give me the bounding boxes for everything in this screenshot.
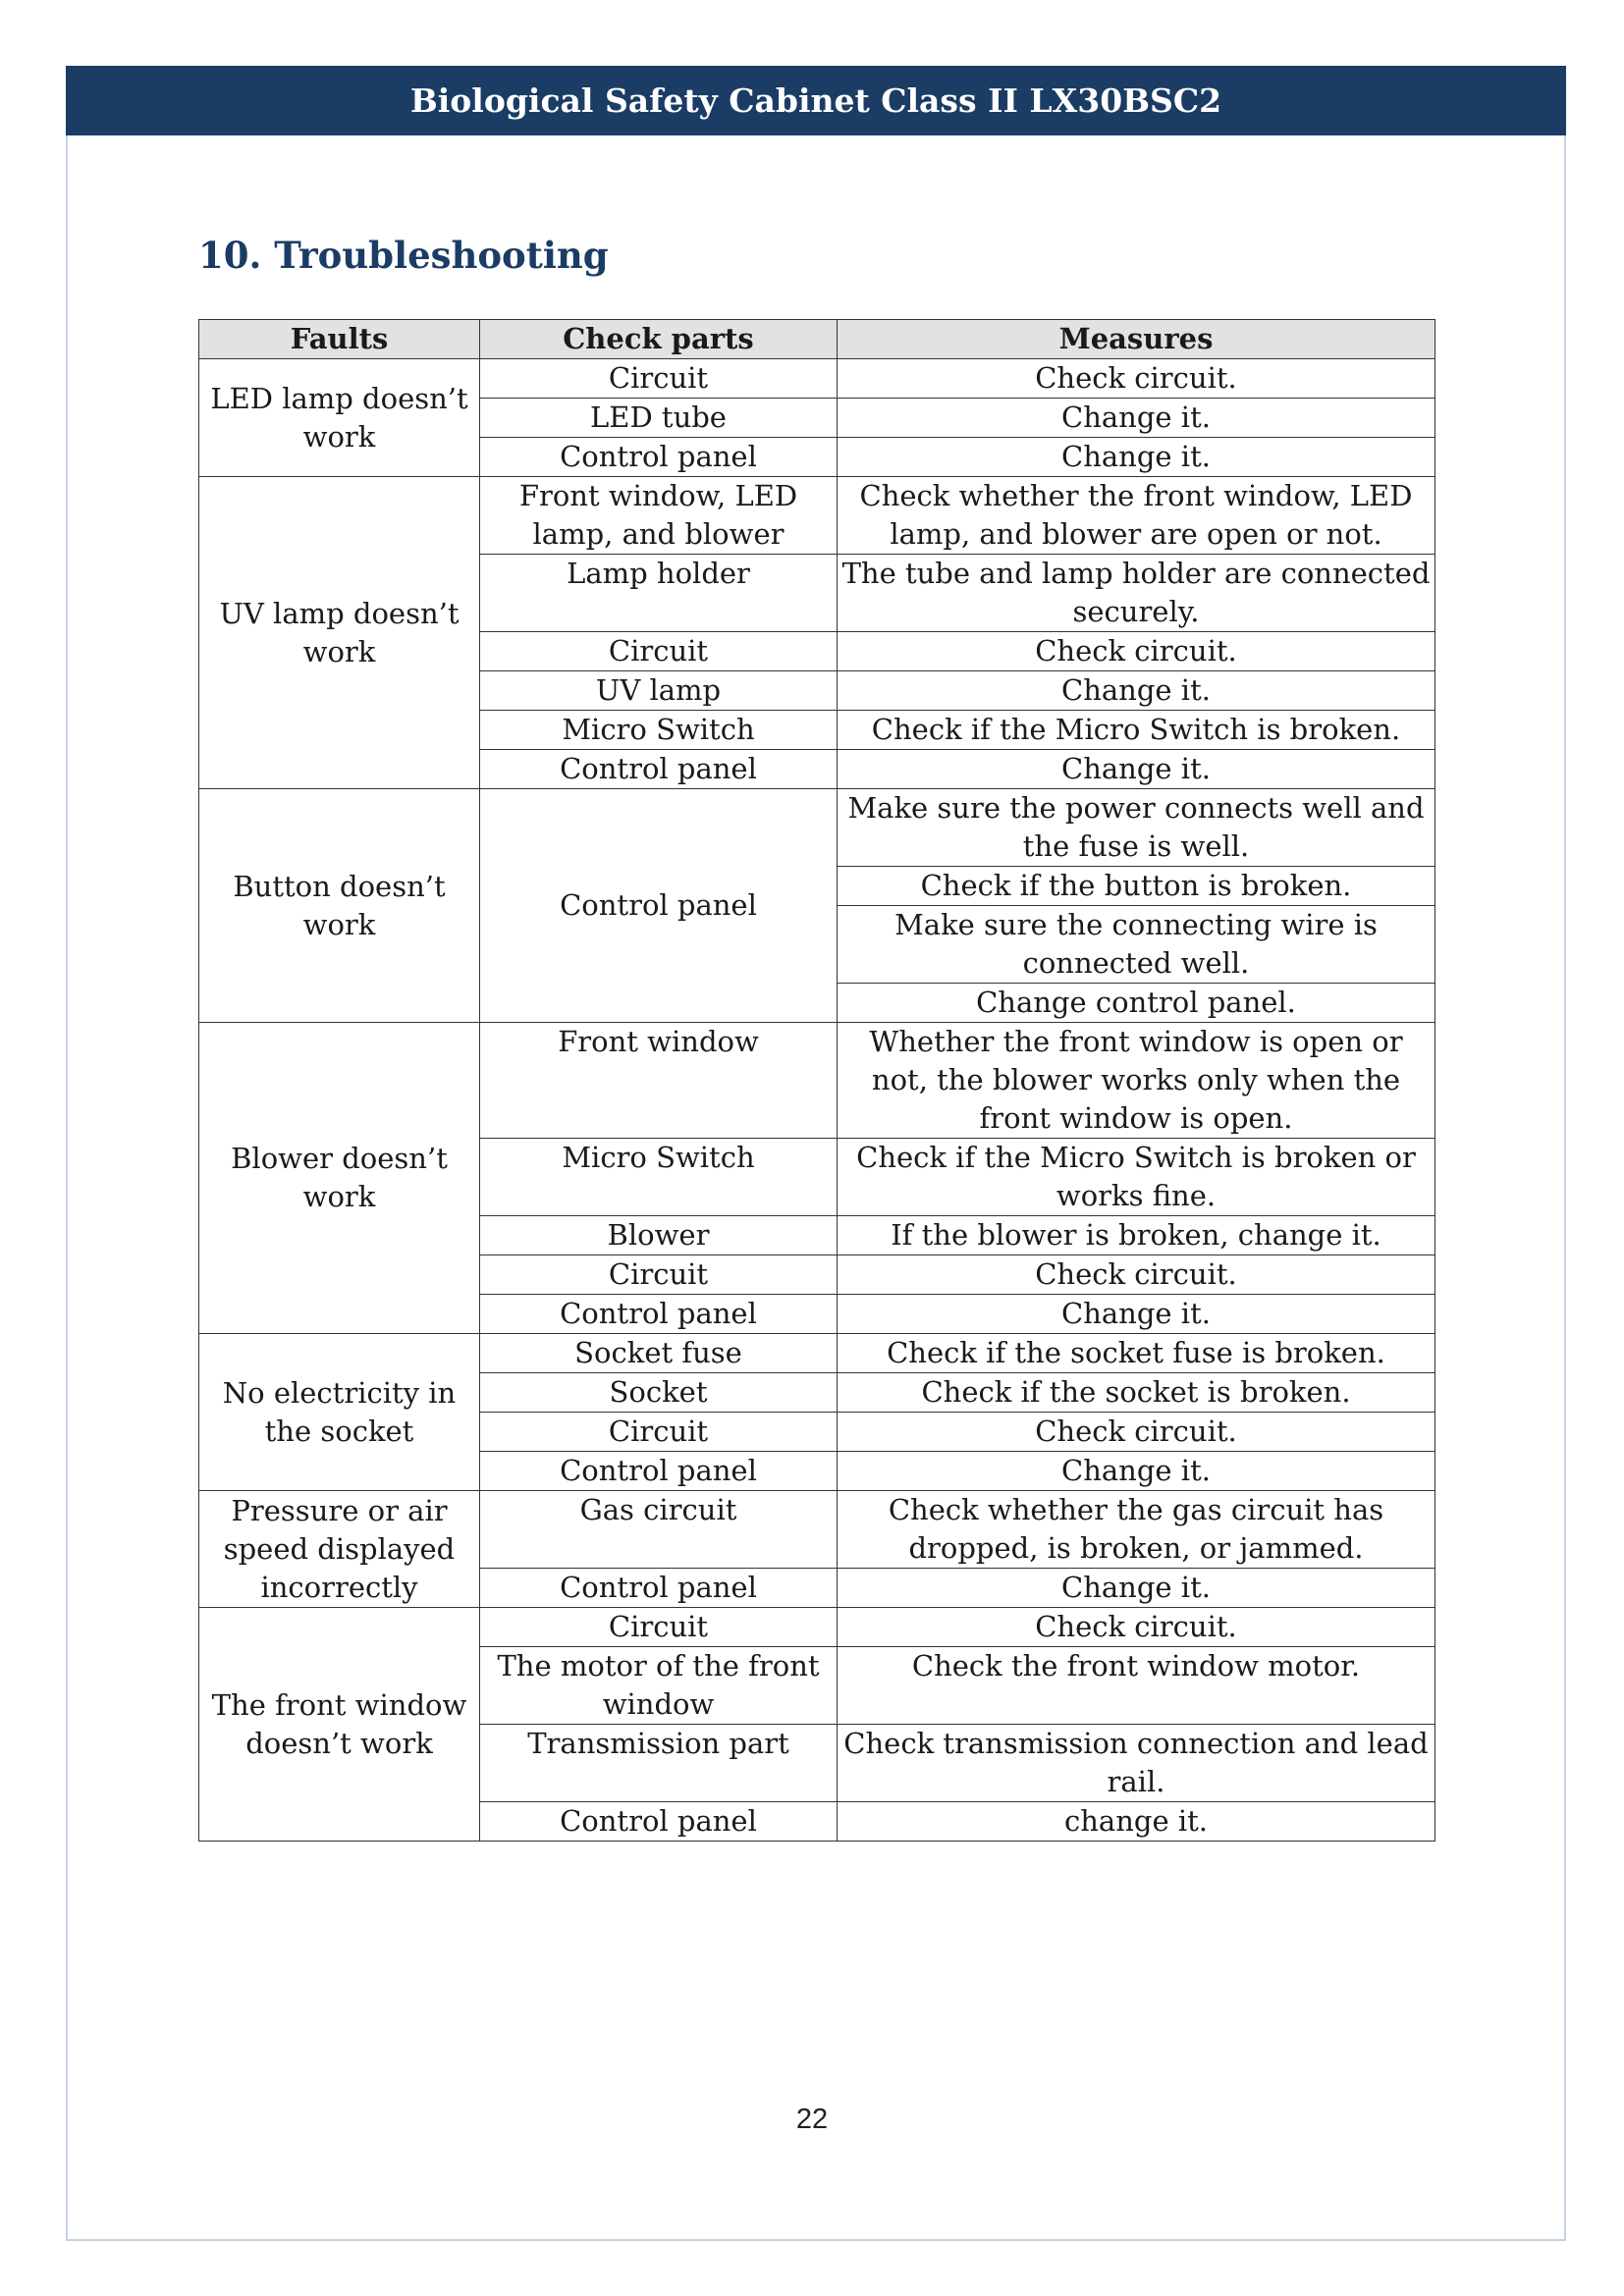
measure-cell: Change it. <box>838 1295 1435 1334</box>
header-bar <box>66 66 1566 135</box>
measure-cell: Change control panel. <box>838 984 1435 1023</box>
measure-cell: Check if the socket fuse is broken. <box>838 1334 1435 1373</box>
table-row <box>199 789 1435 867</box>
measure-cell: Check circuit. <box>838 632 1435 671</box>
check-part-cell: Socket fuse <box>480 1334 838 1373</box>
check-part-cell: Transmission part <box>480 1725 838 1802</box>
check-part-cell: Lamp holder <box>480 555 838 632</box>
fault-cell: Button doesn’t work <box>199 789 480 1023</box>
check-part-cell: The motor of the front window <box>480 1647 838 1725</box>
measure-cell: Check if the socket is broken. <box>838 1373 1435 1413</box>
check-part-cell: Circuit <box>480 1608 838 1647</box>
check-part-cell: Circuit <box>480 1255 838 1295</box>
check-part-cell: Socket <box>480 1373 838 1413</box>
measure-cell: Change it. <box>838 438 1435 477</box>
check-part-cell: Circuit <box>480 632 838 671</box>
check-part-cell: Control panel <box>480 1295 838 1334</box>
measure-cell: The tube and lamp holder are connected securely. <box>838 555 1435 632</box>
measure-cell: Change it. <box>838 671 1435 711</box>
measure-cell: Whether the front window is open or not, the blower works only when the front window is open. <box>838 1023 1435 1139</box>
table-row <box>199 1023 1435 1139</box>
fault-cell: UV lamp doesn’t work <box>199 477 480 789</box>
check-part-cell: UV lamp <box>480 671 838 711</box>
header-faults: Faults <box>199 320 480 359</box>
measure-cell: If the blower is broken, change it. <box>838 1216 1435 1255</box>
check-part-cell: Blower <box>480 1216 838 1255</box>
check-part-cell: Control panel <box>480 1802 838 1842</box>
fault-cell: LED lamp doesn’t work <box>199 359 480 477</box>
measure-cell: Check whether the gas circuit has dropped, is broken, or jammed. <box>838 1491 1435 1569</box>
header-check-parts: Check parts <box>480 320 838 359</box>
measure-cell: Check if the button is broken. <box>838 867 1435 906</box>
measure-cell: Check if the Micro Switch is broken. <box>838 711 1435 750</box>
table-row <box>199 1334 1435 1373</box>
check-part-cell: Control panel <box>480 1569 838 1608</box>
fault-cell: No electricity in the socket <box>199 1334 480 1491</box>
measure-cell: Change it. <box>838 1569 1435 1608</box>
measure-cell: Make sure the connecting wire is connected well. <box>838 906 1435 984</box>
measure-cell: Check if the Micro Switch is broken or works fine. <box>838 1139 1435 1216</box>
troubleshooting-table <box>198 319 1435 1842</box>
fault-cell: Pressure or air speed displayed incorrectly <box>199 1491 480 1608</box>
measure-cell: Change it. <box>838 750 1435 789</box>
check-part-cell: Control panel <box>480 750 838 789</box>
measure-cell: Check circuit. <box>838 1413 1435 1452</box>
check-part-cell: Gas circuit <box>480 1491 838 1569</box>
check-part-cell: Front window, LED lamp, and blower <box>480 477 838 555</box>
check-part-cell: Control panel <box>480 789 838 1023</box>
measure-cell: Check whether the front window, LED lamp, and blower are open or not. <box>838 477 1435 555</box>
check-part-cell: Circuit <box>480 1413 838 1452</box>
measure-cell: Change it. <box>838 1452 1435 1491</box>
measure-cell: change it. <box>838 1802 1435 1842</box>
table-row <box>199 477 1435 555</box>
table-row <box>199 1491 1435 1569</box>
measure-cell: Check circuit. <box>838 359 1435 399</box>
check-part-cell: Control panel <box>480 438 838 477</box>
measure-cell: Change it. <box>838 399 1435 438</box>
table-header-row <box>199 320 1435 359</box>
page-number: 22 <box>795 2104 829 2135</box>
fault-cell: Blower doesn’t work <box>199 1023 480 1334</box>
measure-cell: Check the front window motor. <box>838 1647 1435 1725</box>
check-part-cell: Front window <box>480 1023 838 1139</box>
header-measures: Measures <box>838 320 1435 359</box>
document-title: Biological Safety Cabinet Class II LX30BSC2 <box>409 81 1222 120</box>
check-part-cell: Micro Switch <box>480 1139 838 1216</box>
table-row <box>199 359 1435 399</box>
check-part-cell: Control panel <box>480 1452 838 1491</box>
fault-cell: The front window doesn’t work <box>199 1608 480 1842</box>
measure-cell: Check transmission connection and lead rail. <box>838 1725 1435 1802</box>
check-part-cell: Circuit <box>480 359 838 399</box>
check-part-cell: Micro Switch <box>480 711 838 750</box>
section-title: 10. Troubleshooting <box>198 234 609 277</box>
troubleshooting-table-wrapper <box>198 319 1435 1842</box>
measure-cell: Check circuit. <box>838 1608 1435 1647</box>
measure-cell: Make sure the power connects well and the fuse is well. <box>838 789 1435 867</box>
measure-cell: Check circuit. <box>838 1255 1435 1295</box>
table-row <box>199 1608 1435 1647</box>
check-part-cell: LED tube <box>480 399 838 438</box>
